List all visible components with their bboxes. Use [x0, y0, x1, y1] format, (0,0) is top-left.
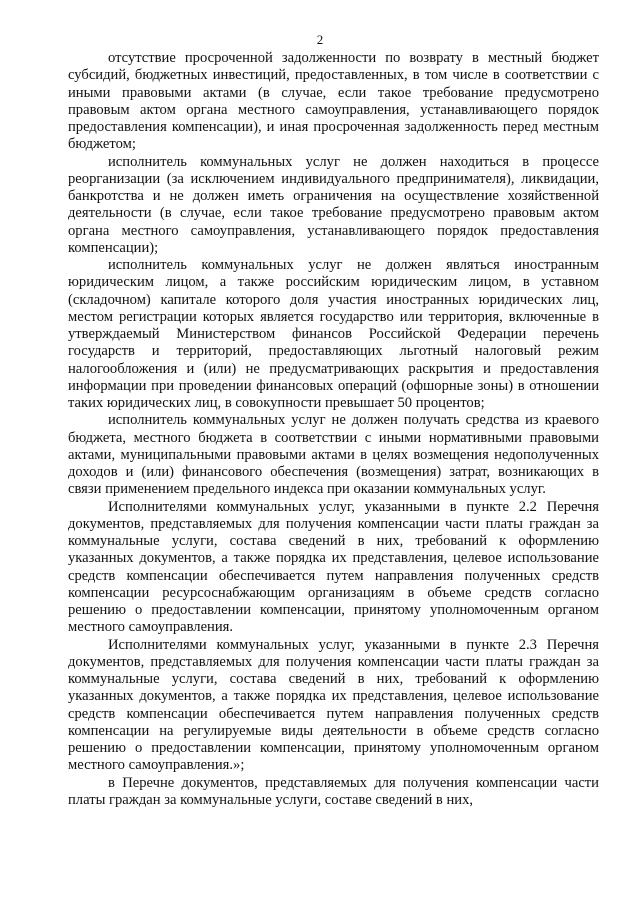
paragraph-other-funds-requirement: исполнитель коммунальных услуг не должен получать средства из краевого бюджета, местного бюджета в соответствии с иными нормативными правовыми актами, муниципальными правовыми актами в целях возмещения недополученных доходов и (или) финансового обеспечения (возмещения) затрат, возникающих в связи применением предельного индекса при оказании коммунальных услуг. — [68, 412, 599, 498]
paragraph-clause-2-3: Исполнителями коммунальных услуг, указанными в пункте 2.3 Перечня документов, представляемых для получения компенсации части платы граждан за коммунальные услуги, состава сведений в них, требований к оформлению указанных документов, а также порядка их представления, целевое использование средств компенсации обеспечивается путем направления полученных средств компенсации на регулируемые виды деятельности в объеме средств согласно решению о предоставлении компенсации, принятому уполномоченным органом местного самоуправления.»; — [68, 636, 599, 774]
paragraph-document-list: в Перечне документов, представляемых для получения компенсации части платы граждан за коммунальные услуги, составе сведений в них, — [68, 774, 599, 808]
paragraph-clause-2-2: Исполнителями коммунальных услуг, указанными в пункте 2.2 Перечня документов, представляемых для получения компенсации части платы граждан за коммунальные услуги, состава сведений в них, требований к оформлению указанных документов, а также порядка их представления, целевое использование средств компенсации обеспечивается путем направления полученных средств компенсации ресурсоснабжающим организациям в объеме средств согласно решению о предоставлении компенсации, принятому уполномоченным органом местного самоуправления. — [68, 498, 599, 636]
paragraph-reorganization-requirement: исполнитель коммунальных услуг не должен находиться в процессе реорганизации (за исключением индивидуального предпринимателя), ликвидации, банкротства и не должен иметь ограничения на осуществление хозяйственной деятельности (в случае, если такое требование предусмотрено правовым актом органа местного самоуправления, устанавливающего порядок предоставления компенсации); — [68, 153, 599, 256]
paragraph-foreign-entity-requirement: исполнитель коммунальных услуг не должен являться иностранным юридическим лицом, а также российским юридическим лицом, в уставном (складочном) капитале которого доля участия иностранных юридических лиц, местом регистрации которых является государство или территория, включенные в утверждаемый Министерством финансов Российской Федерации перечень государств и территорий, предоставляющих льготный налоговый режим налогообложения и (или) не предусматривающих раскрытия и предоставления информации при проведении финансовых операций (офшорные зоны) в отношении таких юридических лиц, в совокупности превышает 50 процентов; — [68, 257, 599, 411]
body-text — [68, 50, 599, 809]
page-number: 2 — [316, 32, 324, 47]
paragraph-debt-requirement: отсутствие просроченной задолженности по возврату в местный бюджет субсидий, бюджетных инвестиций, предоставленных, в том числе в соответствии с иными правовыми актами (в случае, если такое требование предусмотрено правовым актом органа местного самоуправления, устанавливающего порядок предоставления компенсации), и иная просроченная задолженность перед местным бюджетом; — [68, 50, 599, 153]
